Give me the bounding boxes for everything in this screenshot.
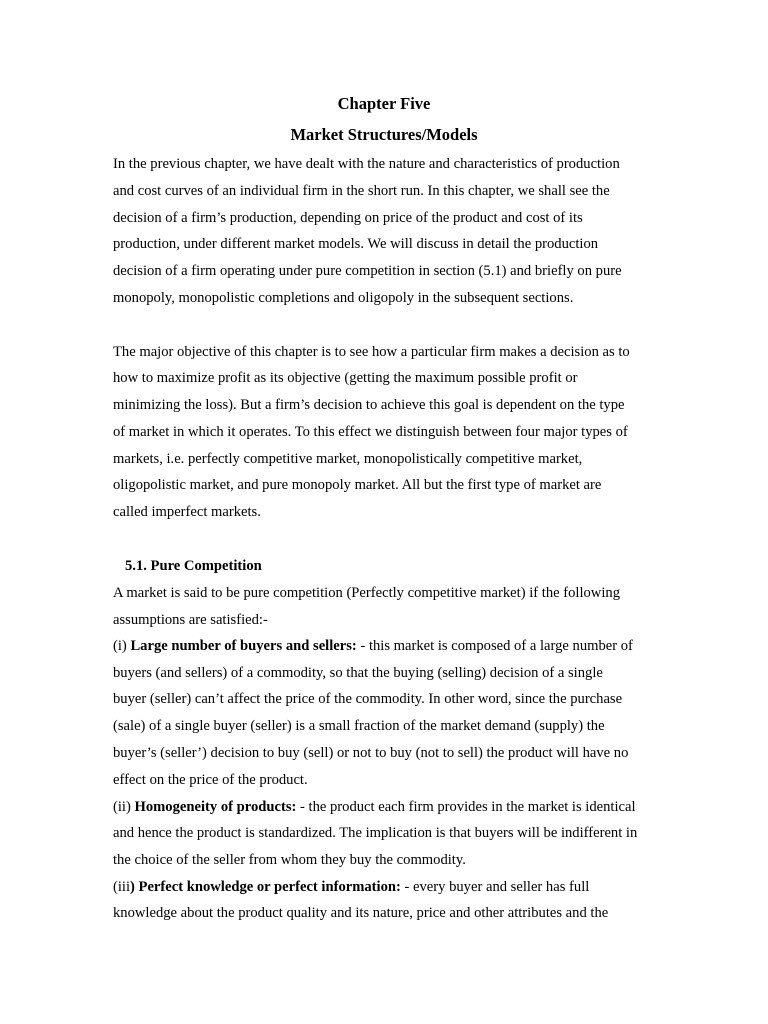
paragraph-line: knowledge about the product quality and its nature, price and other attributes and the [113,905,609,921]
paragraph-line: the choice of the seller from whom they buy the commodity. [113,852,466,868]
chapter-title: Chapter Five [337,94,431,113]
item-title: Large number of buyers and sellers: [130,638,357,654]
paragraph-line: assumptions are satisfied:- [113,612,268,628]
section-title: Market Structures/Models [290,125,478,144]
paragraph-line: The major objective of this chapter is to see how a particular firm makes a decision as to [113,344,630,360]
paragraph-line: effect on the price of the product. [113,772,308,788]
paragraph-line: production, under different market models. We will discuss in detail the production [113,236,599,252]
item-text: - the product each firm provides in the market is identical [296,799,636,815]
item-number: (iii [113,879,131,895]
item-text: - this market is composed of a large number of [356,638,633,654]
paragraph-line: minimizing the loss). But a firm’s decision to achieve this goal is dependent on the type [113,397,625,413]
list-item-heading-line [113,798,636,816]
paragraph-line: A market is said to be pure competition (Perfectly competitive market) if the following [113,585,620,601]
paragraph-line: buyer’s (seller’) decision to buy (sell) or not to buy (not to sell) the product will have no [113,745,629,761]
item-title: Homogeneity of products: [134,799,297,815]
paragraph-line: of market in which it operates. To this effect we distinguish between four major types of [113,424,628,440]
paragraph-line: decision of a firm operating under pure competition in section (5.1) and briefly on pure [113,263,622,279]
item-title: ) Perfect knowledge or perfect information: [130,879,401,895]
section-heading: 5.1. Pure Competition [125,558,262,574]
paragraph-line: markets, i.e. perfectly competitive market, monopolistically competitive market, [113,451,583,467]
item-number: (i) [113,638,131,654]
paragraph-line: monopoly, monopolistic completions and oligopoly in the subsequent sections. [113,290,574,306]
item-text: - every buyer and seller has full [400,879,590,895]
paragraph-line: called imperfect markets. [113,504,261,520]
paragraph-line: oligopolistic market, and pure monopoly market. All but the first type of market are [113,477,602,493]
paragraph-line: decision of a firm’s production, depending on price of the product and cost of its [113,210,583,226]
list-item-heading-line [113,878,589,896]
paragraph-line: and cost curves of an individual firm in the short run. In this chapter, we shall see the [113,183,610,199]
paragraph-line: and hence the product is standardized. The implication is that buyers will be indifferent in [113,825,638,841]
paragraph-line: buyer (seller) can’t affect the price of the commodity. In other word, since the purchase [113,691,623,707]
item-number: (ii) [113,799,135,815]
paragraph-line: buyers (and sellers) of a commodity, so that the buying (selling) decision of a single [113,665,603,681]
paragraph-line: how to maximize profit as its objective (getting the maximum possible profit or [113,370,578,386]
list-item-heading-line [113,637,633,655]
paragraph-line: (sale) of a single buyer (seller) is a small fraction of the market demand (supply) the [113,718,605,734]
paragraph-line: In the previous chapter, we have dealt with the nature and characteristics of production [113,156,620,172]
